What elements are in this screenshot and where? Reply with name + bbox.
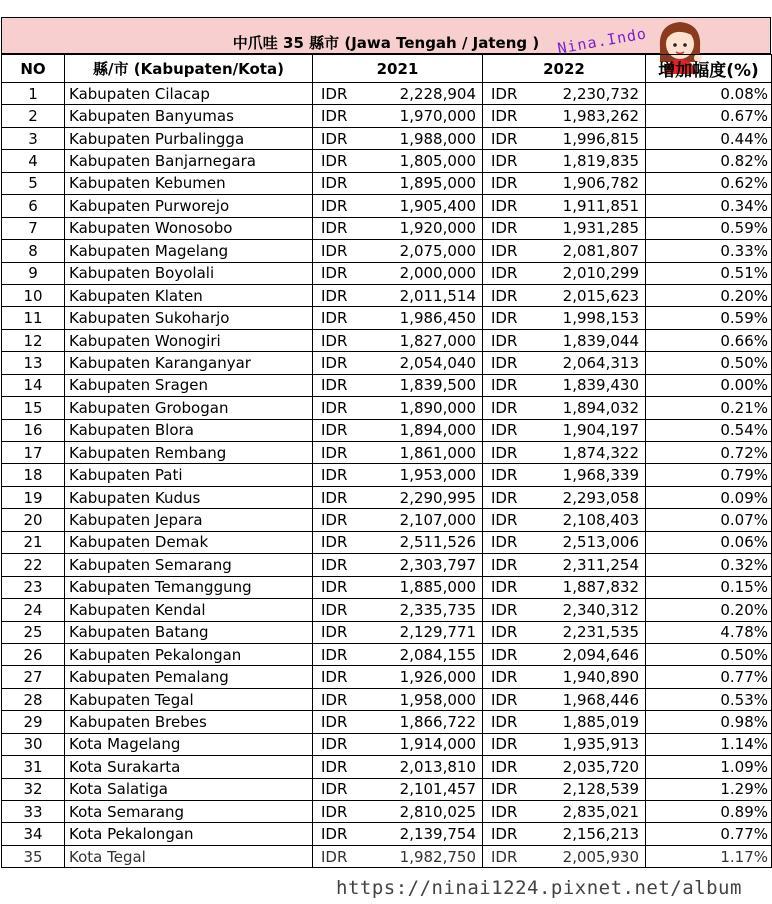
wage-2021: 1,885,000 (357, 576, 483, 598)
wage-2021: 1,861,000 (357, 442, 483, 464)
table-row (2, 711, 772, 733)
currency-2022: IDR (483, 509, 527, 531)
row-number: 18 (2, 464, 65, 486)
region-name: Kabupaten Pekalongan (65, 643, 313, 665)
region-name: Kabupaten Banyumas (65, 105, 313, 127)
increase-percent: 0.06% (646, 531, 772, 553)
wage-2021: 1,805,000 (357, 150, 483, 172)
increase-percent: 0.77% (646, 666, 772, 688)
wage-2022: 1,819,835 (527, 150, 646, 172)
currency-2021: IDR (313, 845, 357, 867)
row-number: 9 (2, 262, 65, 284)
wage-2021: 1,953,000 (357, 464, 483, 486)
wage-2022: 1,996,815 (527, 127, 646, 149)
table-row (2, 643, 772, 665)
currency-2022: IDR (483, 284, 527, 306)
wage-2021: 2,101,457 (357, 778, 483, 800)
row-number: 12 (2, 329, 65, 351)
row-number: 26 (2, 643, 65, 665)
wage-2021: 1,920,000 (357, 217, 483, 239)
region-name: Kabupaten Sukoharjo (65, 307, 313, 329)
increase-percent: 4.78% (646, 621, 772, 643)
currency-2021: IDR (313, 554, 357, 576)
increase-percent: 0.33% (646, 240, 772, 262)
table-row (2, 823, 772, 845)
wage-2021: 1,895,000 (357, 172, 483, 194)
wage-2021: 2,107,000 (357, 509, 483, 531)
row-number: 7 (2, 217, 65, 239)
row-number: 24 (2, 599, 65, 621)
currency-2022: IDR (483, 778, 527, 800)
wage-2022: 2,230,732 (527, 83, 646, 105)
table-row (2, 374, 772, 396)
wage-2021: 1,958,000 (357, 688, 483, 710)
row-number: 4 (2, 150, 65, 172)
row-number: 30 (2, 733, 65, 755)
wage-2022: 1,911,851 (527, 195, 646, 217)
wage-2022: 2,108,403 (527, 509, 646, 531)
table-row (2, 486, 772, 508)
increase-percent: 0.79% (646, 464, 772, 486)
currency-2022: IDR (483, 419, 527, 441)
wage-2022: 2,128,539 (527, 778, 646, 800)
wage-2021: 2,511,526 (357, 531, 483, 553)
increase-percent: 0.98% (646, 711, 772, 733)
header-no: NO (2, 55, 65, 83)
region-name: Kabupaten Kendal (65, 599, 313, 621)
increase-percent: 0.50% (646, 352, 772, 374)
table-row (2, 531, 772, 553)
row-number: 11 (2, 307, 65, 329)
increase-percent: 0.89% (646, 801, 772, 823)
wage-2022: 1,998,153 (527, 307, 646, 329)
wage-2021: 1,905,400 (357, 195, 483, 217)
row-number: 13 (2, 352, 65, 374)
wage-2022: 2,340,312 (527, 599, 646, 621)
table-row (2, 397, 772, 419)
wage-2021: 2,013,810 (357, 756, 483, 778)
currency-2021: IDR (313, 374, 357, 396)
currency-2022: IDR (483, 554, 527, 576)
wage-2022: 2,293,058 (527, 486, 646, 508)
region-name: Kabupaten Klaten (65, 284, 313, 306)
increase-percent: 0.82% (646, 150, 772, 172)
wage-2021: 2,075,000 (357, 240, 483, 262)
increase-percent: 0.50% (646, 643, 772, 665)
row-number: 33 (2, 801, 65, 823)
region-name: Kota Salatiga (65, 778, 313, 800)
wage-2022: 1,839,430 (527, 374, 646, 396)
wage-2022: 1,935,913 (527, 733, 646, 755)
table-row (2, 105, 772, 127)
region-name: Kota Pekalongan (65, 823, 313, 845)
row-number: 25 (2, 621, 65, 643)
currency-2022: IDR (483, 172, 527, 194)
currency-2021: IDR (313, 688, 357, 710)
table-row (2, 127, 772, 149)
increase-percent: 0.32% (646, 554, 772, 576)
wage-2022: 1,968,446 (527, 688, 646, 710)
row-number: 35 (2, 845, 65, 867)
wage-2021: 2,335,735 (357, 599, 483, 621)
increase-percent: 0.54% (646, 419, 772, 441)
region-name: Kota Magelang (65, 733, 313, 755)
wage-2022: 1,887,832 (527, 576, 646, 598)
table-row (2, 83, 772, 105)
increase-percent: 1.29% (646, 778, 772, 800)
table-row (2, 150, 772, 172)
wage-2021: 2,810,025 (357, 801, 483, 823)
region-name: Kota Semarang (65, 801, 313, 823)
row-number: 22 (2, 554, 65, 576)
increase-percent: 0.15% (646, 576, 772, 598)
currency-2021: IDR (313, 307, 357, 329)
increase-percent: 0.66% (646, 329, 772, 351)
table-row (2, 801, 772, 823)
row-number: 14 (2, 374, 65, 396)
wage-2021: 1,890,000 (357, 397, 483, 419)
header-percent: 增加幅度(%) (646, 55, 772, 83)
currency-2022: IDR (483, 150, 527, 172)
wage-2021: 2,290,995 (357, 486, 483, 508)
increase-percent: 0.62% (646, 172, 772, 194)
title-row (1, 17, 771, 58)
currency-2021: IDR (313, 284, 357, 306)
table-row (2, 240, 772, 262)
table-title: 中爪哇 35 縣市 (Jawa Tengah / Jateng ) (232, 34, 540, 52)
wage-2021: 1,866,722 (357, 711, 483, 733)
region-name: Kabupaten Magelang (65, 240, 313, 262)
currency-2021: IDR (313, 105, 357, 127)
region-name: Kota Surakarta (65, 756, 313, 778)
currency-2022: IDR (483, 599, 527, 621)
currency-2021: IDR (313, 823, 357, 845)
header-2021: 2021 (313, 55, 483, 83)
wage-2021: 1,970,000 (357, 105, 483, 127)
row-number: 23 (2, 576, 65, 598)
region-name: Kabupaten Karanganyar (65, 352, 313, 374)
region-name: Kabupaten Tegal (65, 688, 313, 710)
row-number: 27 (2, 666, 65, 688)
wage-2022: 2,064,313 (527, 352, 646, 374)
currency-2022: IDR (483, 531, 527, 553)
currency-2022: IDR (483, 127, 527, 149)
currency-2022: IDR (483, 801, 527, 823)
increase-percent: 0.07% (646, 509, 772, 531)
wage-2022: 1,894,032 (527, 397, 646, 419)
region-name: Kabupaten Temanggung (65, 576, 313, 598)
row-number: 29 (2, 711, 65, 733)
wage-2021: 1,894,000 (357, 419, 483, 441)
row-number: 6 (2, 195, 65, 217)
header-2022: 2022 (483, 55, 646, 83)
wage-2021: 1,839,500 (357, 374, 483, 396)
currency-2021: IDR (313, 352, 357, 374)
increase-percent: 0.21% (646, 397, 772, 419)
wage-2021: 1,982,750 (357, 845, 483, 867)
currency-2021: IDR (313, 329, 357, 351)
currency-2022: IDR (483, 240, 527, 262)
currency-2021: IDR (313, 599, 357, 621)
wage-2021: 2,303,797 (357, 554, 483, 576)
table-row (2, 599, 772, 621)
wage-2021: 1,988,000 (357, 127, 483, 149)
table-row (2, 845, 772, 867)
increase-percent: 0.20% (646, 284, 772, 306)
row-number: 17 (2, 442, 65, 464)
currency-2022: IDR (483, 621, 527, 643)
wage-2021: 1,914,000 (357, 733, 483, 755)
row-number: 8 (2, 240, 65, 262)
increase-percent: 0.72% (646, 442, 772, 464)
region-name: Kabupaten Semarang (65, 554, 313, 576)
currency-2022: IDR (483, 397, 527, 419)
currency-2021: IDR (313, 711, 357, 733)
wage-2022: 1,940,890 (527, 666, 646, 688)
row-number: 32 (2, 778, 65, 800)
wage-2021: 2,139,754 (357, 823, 483, 845)
region-name: Kabupaten Kudus (65, 486, 313, 508)
increase-percent: 0.59% (646, 217, 772, 239)
currency-2022: IDR (483, 823, 527, 845)
table-row (2, 554, 772, 576)
table-row (2, 217, 772, 239)
increase-percent: 0.59% (646, 307, 772, 329)
region-name: Kabupaten Wonosobo (65, 217, 313, 239)
region-name: Kabupaten Boyolali (65, 262, 313, 284)
currency-2021: IDR (313, 509, 357, 531)
table-row (2, 329, 772, 351)
currency-2021: IDR (313, 666, 357, 688)
currency-2021: IDR (313, 442, 357, 464)
wage-2021: 2,054,040 (357, 352, 483, 374)
wage-2021: 2,011,514 (357, 284, 483, 306)
wage-2021: 2,084,155 (357, 643, 483, 665)
row-number: 28 (2, 688, 65, 710)
table-row (2, 666, 772, 688)
currency-2021: IDR (313, 486, 357, 508)
currency-2022: IDR (483, 105, 527, 127)
table-row (2, 352, 772, 374)
increase-percent: 0.53% (646, 688, 772, 710)
currency-2022: IDR (483, 217, 527, 239)
table-row (2, 688, 772, 710)
region-name: Kabupaten Demak (65, 531, 313, 553)
table-row (2, 576, 772, 598)
currency-2021: IDR (313, 643, 357, 665)
currency-2021: IDR (313, 576, 357, 598)
row-number: 2 (2, 105, 65, 127)
currency-2021: IDR (313, 150, 357, 172)
wage-2022: 1,983,262 (527, 105, 646, 127)
table-row (2, 509, 772, 531)
increase-percent: 0.77% (646, 823, 772, 845)
currency-2022: IDR (483, 329, 527, 351)
currency-2022: IDR (483, 486, 527, 508)
increase-percent: 0.00% (646, 374, 772, 396)
row-number: 21 (2, 531, 65, 553)
table-row (2, 756, 772, 778)
header-name: 縣/市 (Kabupaten/Kota) (65, 55, 313, 83)
increase-percent: 0.09% (646, 486, 772, 508)
currency-2021: IDR (313, 240, 357, 262)
table-row (2, 262, 772, 284)
wage-2022: 2,081,807 (527, 240, 646, 262)
wage-2022: 2,835,021 (527, 801, 646, 823)
wage-2022: 2,005,930 (527, 845, 646, 867)
currency-2021: IDR (313, 83, 357, 105)
increase-percent: 0.51% (646, 262, 772, 284)
wage-2022: 1,885,019 (527, 711, 646, 733)
region-name: Kabupaten Grobogan (65, 397, 313, 419)
wage-2021: 2,228,904 (357, 83, 483, 105)
wage-2022: 2,156,213 (527, 823, 646, 845)
increase-percent: 0.08% (646, 83, 772, 105)
wage-2022: 2,094,646 (527, 643, 646, 665)
wage-table (1, 54, 772, 868)
table-row (2, 284, 772, 306)
currency-2022: IDR (483, 352, 527, 374)
wage-2022: 2,015,623 (527, 284, 646, 306)
row-number: 3 (2, 127, 65, 149)
increase-percent: 0.67% (646, 105, 772, 127)
table-row (2, 464, 772, 486)
currency-2022: IDR (483, 374, 527, 396)
increase-percent: 0.44% (646, 127, 772, 149)
currency-2021: IDR (313, 127, 357, 149)
row-number: 19 (2, 486, 65, 508)
currency-2022: IDR (483, 688, 527, 710)
table-row (2, 621, 772, 643)
currency-2021: IDR (313, 172, 357, 194)
currency-2021: IDR (313, 733, 357, 755)
wage-2022: 2,513,006 (527, 531, 646, 553)
region-name: Kabupaten Kebumen (65, 172, 313, 194)
currency-2022: IDR (483, 643, 527, 665)
row-number: 10 (2, 284, 65, 306)
wage-2021: 2,000,000 (357, 262, 483, 284)
region-name: Kabupaten Sragen (65, 374, 313, 396)
region-name: Kabupaten Wonogiri (65, 329, 313, 351)
currency-2021: IDR (313, 262, 357, 284)
region-name: Kabupaten Jepara (65, 509, 313, 531)
table-row (2, 419, 772, 441)
currency-2021: IDR (313, 195, 357, 217)
currency-2022: IDR (483, 307, 527, 329)
increase-percent: 1.14% (646, 733, 772, 755)
header-row (2, 55, 772, 83)
currency-2022: IDR (483, 576, 527, 598)
table-row (2, 172, 772, 194)
wage-2021: 1,926,000 (357, 666, 483, 688)
region-name: Kabupaten Cilacap (65, 83, 313, 105)
currency-2021: IDR (313, 756, 357, 778)
row-number: 20 (2, 509, 65, 531)
table-row (2, 733, 772, 755)
wage-2022: 2,035,720 (527, 756, 646, 778)
row-number: 16 (2, 419, 65, 441)
region-name: Kabupaten Rembang (65, 442, 313, 464)
currency-2022: IDR (483, 83, 527, 105)
wage-2021: 2,129,771 (357, 621, 483, 643)
wage-2022: 1,931,285 (527, 217, 646, 239)
region-name: Kabupaten Brebes (65, 711, 313, 733)
region-name: Kabupaten Batang (65, 621, 313, 643)
region-name: Kabupaten Purbalingga (65, 127, 313, 149)
row-number: 1 (2, 83, 65, 105)
currency-2022: IDR (483, 711, 527, 733)
currency-2021: IDR (313, 801, 357, 823)
currency-2021: IDR (313, 778, 357, 800)
currency-2022: IDR (483, 262, 527, 284)
table-row (2, 307, 772, 329)
wage-2022: 2,311,254 (527, 554, 646, 576)
row-number: 34 (2, 823, 65, 845)
wage-2022: 1,904,197 (527, 419, 646, 441)
wage-2022: 1,839,044 (527, 329, 646, 351)
table-row (2, 195, 772, 217)
row-number: 15 (2, 397, 65, 419)
wage-2022: 2,010,299 (527, 262, 646, 284)
wage-2022: 1,874,322 (527, 442, 646, 464)
increase-percent: 0.34% (646, 195, 772, 217)
wage-2021: 1,986,450 (357, 307, 483, 329)
table-row (2, 778, 772, 800)
increase-percent: 1.09% (646, 756, 772, 778)
currency-2022: IDR (483, 756, 527, 778)
increase-percent: 0.20% (646, 599, 772, 621)
region-name: Kota Tegal (65, 845, 313, 867)
region-name: Kabupaten Banjarnegara (65, 150, 313, 172)
currency-2022: IDR (483, 195, 527, 217)
currency-2021: IDR (313, 621, 357, 643)
region-name: Kabupaten Pemalang (65, 666, 313, 688)
wage-2022: 2,231,535 (527, 621, 646, 643)
currency-2021: IDR (313, 217, 357, 239)
increase-percent: 1.17% (646, 845, 772, 867)
currency-2021: IDR (313, 464, 357, 486)
row-number: 5 (2, 172, 65, 194)
currency-2022: IDR (483, 733, 527, 755)
currency-2021: IDR (313, 419, 357, 441)
watermark-url: https://ninai1224.pixnet.net/album (336, 877, 742, 899)
currency-2021: IDR (313, 397, 357, 419)
currency-2022: IDR (483, 845, 527, 867)
row-number: 31 (2, 756, 65, 778)
wage-2022: 1,906,782 (527, 172, 646, 194)
region-name: Kabupaten Purworejo (65, 195, 313, 217)
table-row (2, 442, 772, 464)
wage-2022: 1,968,339 (527, 464, 646, 486)
currency-2022: IDR (483, 464, 527, 486)
region-name: Kabupaten Blora (65, 419, 313, 441)
signature-logo: Nina.Indo (556, 24, 649, 58)
currency-2022: IDR (483, 442, 527, 464)
wage-2021: 1,827,000 (357, 329, 483, 351)
currency-2021: IDR (313, 531, 357, 553)
region-name: Kabupaten Pati (65, 464, 313, 486)
currency-2022: IDR (483, 666, 527, 688)
